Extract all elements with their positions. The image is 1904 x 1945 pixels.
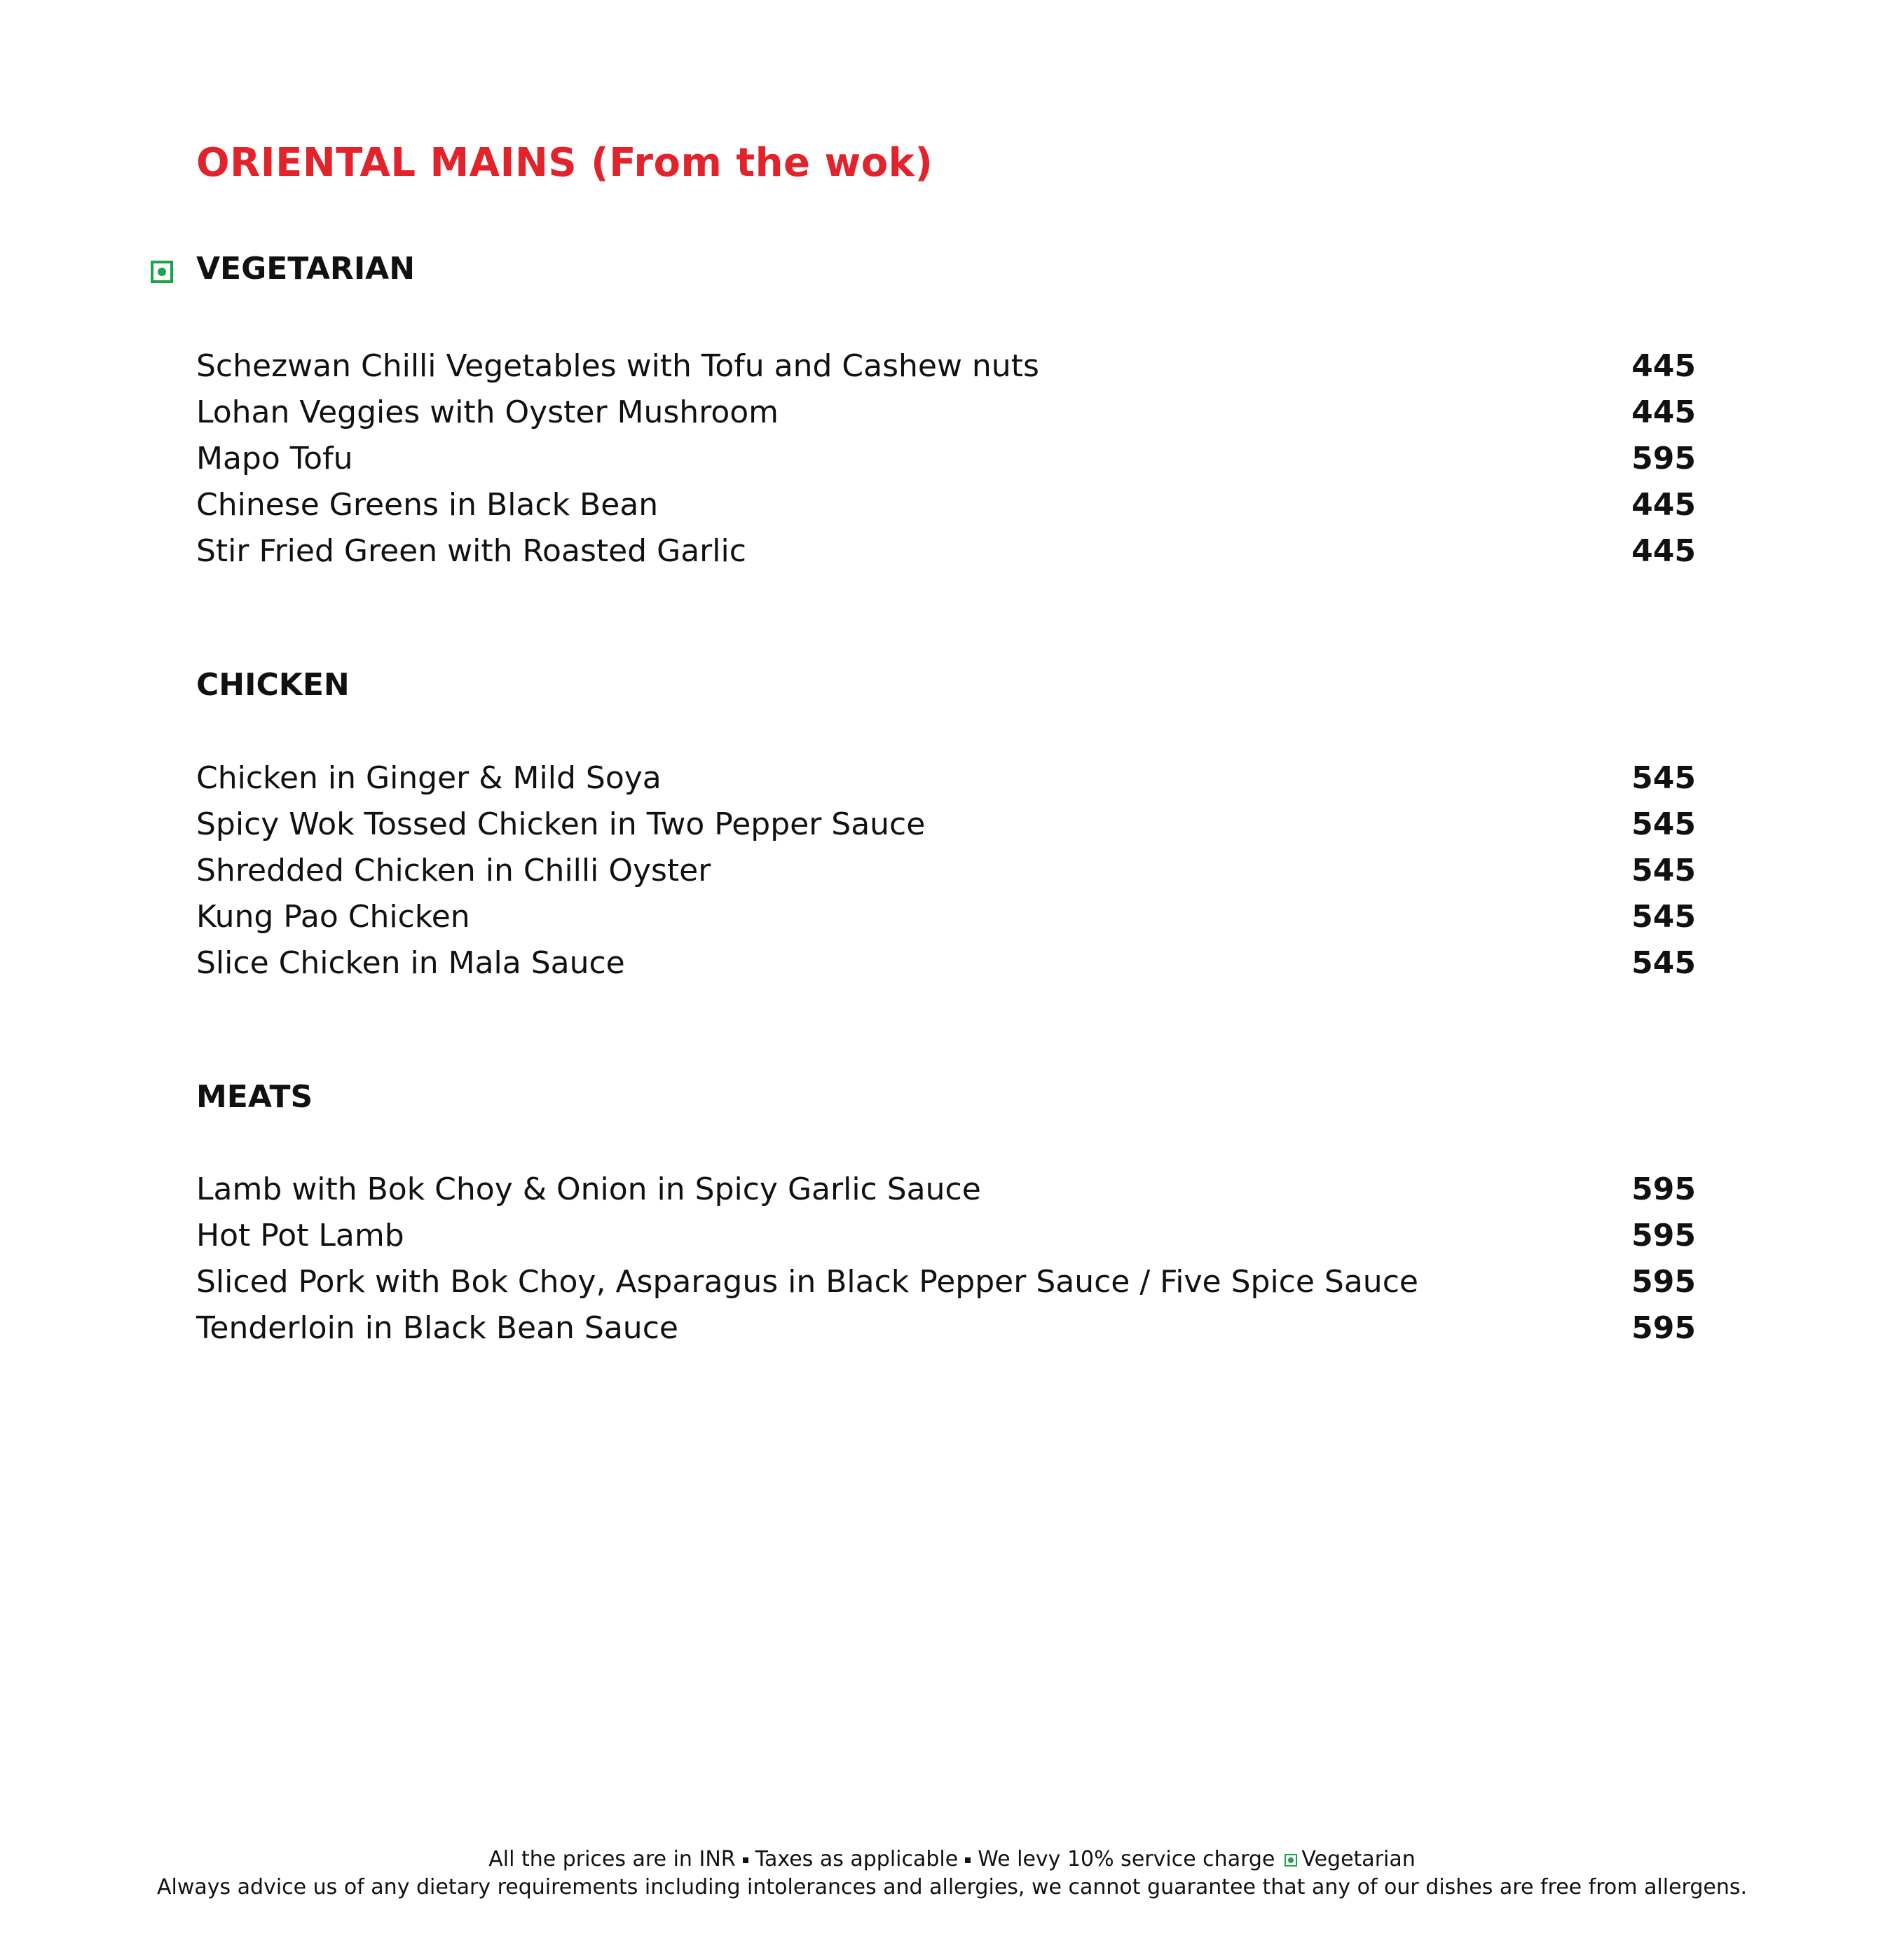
menu-item — [196, 528, 1696, 575]
menu-item — [196, 755, 1696, 802]
item-price: 445 — [1631, 348, 1696, 384]
item-name: Chinese Greens in Black Bean — [196, 487, 659, 523]
item-name: Mapo Tofu — [196, 441, 353, 476]
item-price: 545 — [1631, 853, 1696, 888]
menu-item — [196, 482, 1696, 528]
item-name: Lamb with Bok Choy & Onion in Spicy Garlic Sauce — [196, 1171, 981, 1207]
menu-item — [196, 1259, 1696, 1305]
item-name: Slice Chicken in Mala Sauce — [196, 945, 625, 981]
menu-item — [196, 1305, 1696, 1352]
item-price: 445 — [1631, 394, 1696, 430]
item-name: Hot Pot Lamb — [196, 1218, 404, 1253]
item-price: 445 — [1631, 487, 1696, 523]
item-name: Lohan Veggies with Oyster Mushroom — [196, 394, 779, 430]
item-name: Kung Pao Chicken — [196, 899, 470, 935]
menu-item — [196, 1167, 1696, 1213]
prices-note: All the prices are in INR — [488, 1847, 736, 1871]
veg-mark-icon — [1285, 1854, 1297, 1867]
allergen-note: Always advice us of any dietary requirements including intolerances and allergies, we cannot guarantee that any of our dishes are free from allergens. — [156, 1875, 1748, 1899]
item-name: Spicy Wok Tossed Chicken in Two Pepper Sauce — [196, 806, 926, 842]
menu-item — [196, 802, 1696, 848]
item-price: 545 — [1631, 806, 1696, 842]
veg-mark-icon — [151, 261, 173, 283]
separator-square-icon — [743, 1857, 748, 1863]
item-price: 595 — [1631, 1171, 1696, 1207]
menu-item — [196, 1213, 1696, 1259]
item-price: 595 — [1631, 441, 1696, 476]
item-list-vegetarian — [196, 343, 1696, 575]
item-price: 595 — [1631, 1264, 1696, 1300]
item-price: 595 — [1631, 1310, 1696, 1346]
item-name: Tenderloin in Black Bean Sauce — [196, 1310, 678, 1346]
section-heading-vegetarian: VEGETARIAN — [196, 251, 416, 287]
item-list-meats — [196, 1167, 1696, 1352]
item-name: Schezwan Chilli Vegetables with Tofu and Cashew nuts — [196, 348, 1039, 384]
item-name: Sliced Pork with Bok Choy, Asparagus in Black Pepper Sauce / Five Spice Sauce — [196, 1264, 1418, 1300]
menu-item — [196, 436, 1696, 482]
separator-square-icon — [965, 1857, 971, 1863]
item-name: Chicken in Ginger & Mild Soya — [196, 760, 662, 796]
menu-item — [196, 390, 1696, 436]
item-price: 445 — [1631, 533, 1696, 569]
item-name: Stir Fried Green with Roasted Garlic — [196, 533, 746, 569]
taxes-note: Taxes as applicable — [755, 1847, 959, 1871]
veg-legend: Vegetarian — [1301, 1847, 1416, 1871]
menu-item — [196, 940, 1696, 987]
item-price: 545 — [1631, 760, 1696, 796]
menu-item — [196, 848, 1696, 894]
section-heading-chicken: CHICKEN — [196, 667, 350, 703]
page-title: ORIENTAL MAINS (From the wok) — [196, 140, 933, 186]
service-charge-note: We levy 10% service charge — [978, 1847, 1275, 1871]
section-heading-meats: MEATS — [196, 1079, 313, 1115]
item-name: Shredded Chicken in Chilli Oyster — [196, 853, 711, 888]
menu-item — [196, 894, 1696, 940]
menu-item — [196, 343, 1696, 390]
footer-notes — [0, 1847, 1904, 1871]
item-price: 595 — [1631, 1218, 1696, 1253]
item-list-chicken — [196, 755, 1696, 987]
item-price: 545 — [1631, 899, 1696, 935]
item-price: 545 — [1631, 945, 1696, 981]
